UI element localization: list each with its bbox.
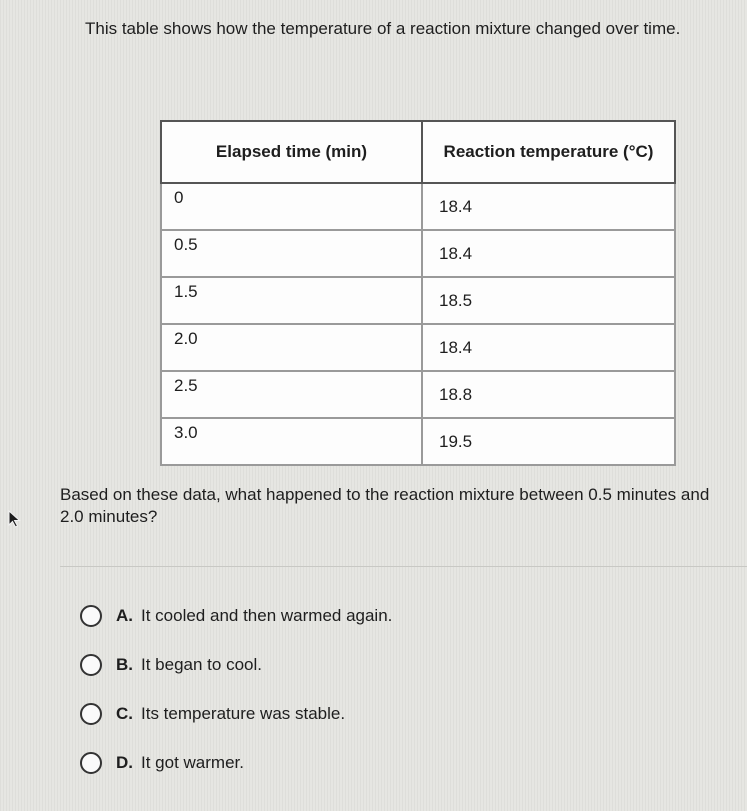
option-letter: D. — [116, 753, 133, 772]
divider — [60, 566, 747, 567]
cell-time: 0 — [161, 183, 422, 230]
option-text: It began to cool. — [141, 655, 262, 674]
cell-time: 2.0 — [161, 324, 422, 371]
option-d[interactable] — [80, 751, 720, 775]
option-c[interactable] — [80, 702, 720, 726]
cell-temperature: 18.5 — [422, 277, 675, 324]
table-header-row — [161, 121, 675, 183]
cell-time: 0.5 — [161, 230, 422, 277]
table-row — [161, 277, 675, 324]
column-header-elapsed-time: Elapsed time (min) — [161, 121, 422, 183]
radio-unselected-icon[interactable] — [80, 605, 102, 627]
option-text: Its temperature was stable. — [141, 704, 346, 723]
table-row — [161, 230, 675, 277]
cell-time: 1.5 — [161, 277, 422, 324]
column-header-reaction-temperature: Reaction temperature (°C) — [422, 121, 675, 183]
option-letter: B. — [116, 655, 133, 674]
data-table — [160, 120, 676, 466]
table-row — [161, 371, 675, 418]
cell-time: 3.0 — [161, 418, 422, 465]
radio-unselected-icon[interactable] — [80, 752, 102, 774]
cell-time: 2.5 — [161, 371, 422, 418]
cell-temperature: 18.8 — [422, 371, 675, 418]
cell-temperature: 18.4 — [422, 230, 675, 277]
option-text: It got warmer. — [141, 753, 244, 772]
table-row — [161, 324, 675, 371]
option-letter: C. — [116, 704, 133, 723]
option-letter: A. — [116, 606, 133, 625]
cell-temperature: 18.4 — [422, 183, 675, 230]
radio-unselected-icon[interactable] — [80, 703, 102, 725]
cell-temperature: 18.4 — [422, 324, 675, 371]
question-text: Based on these data, what happened to the reaction mixture between 0.5 minutes and 2.0 minutes? — [60, 485, 710, 526]
mouse-pointer-icon — [8, 510, 22, 528]
option-a[interactable] — [80, 604, 720, 628]
option-b[interactable] — [80, 653, 720, 677]
table-row — [161, 418, 675, 465]
table-row — [161, 183, 675, 230]
answer-options — [80, 604, 720, 800]
option-text: It cooled and then warmed again. — [141, 606, 393, 625]
radio-unselected-icon[interactable] — [80, 654, 102, 676]
cell-temperature: 19.5 — [422, 418, 675, 465]
question-prompt: This table shows how the temperature of a reaction mixture changed over time. — [85, 19, 681, 38]
